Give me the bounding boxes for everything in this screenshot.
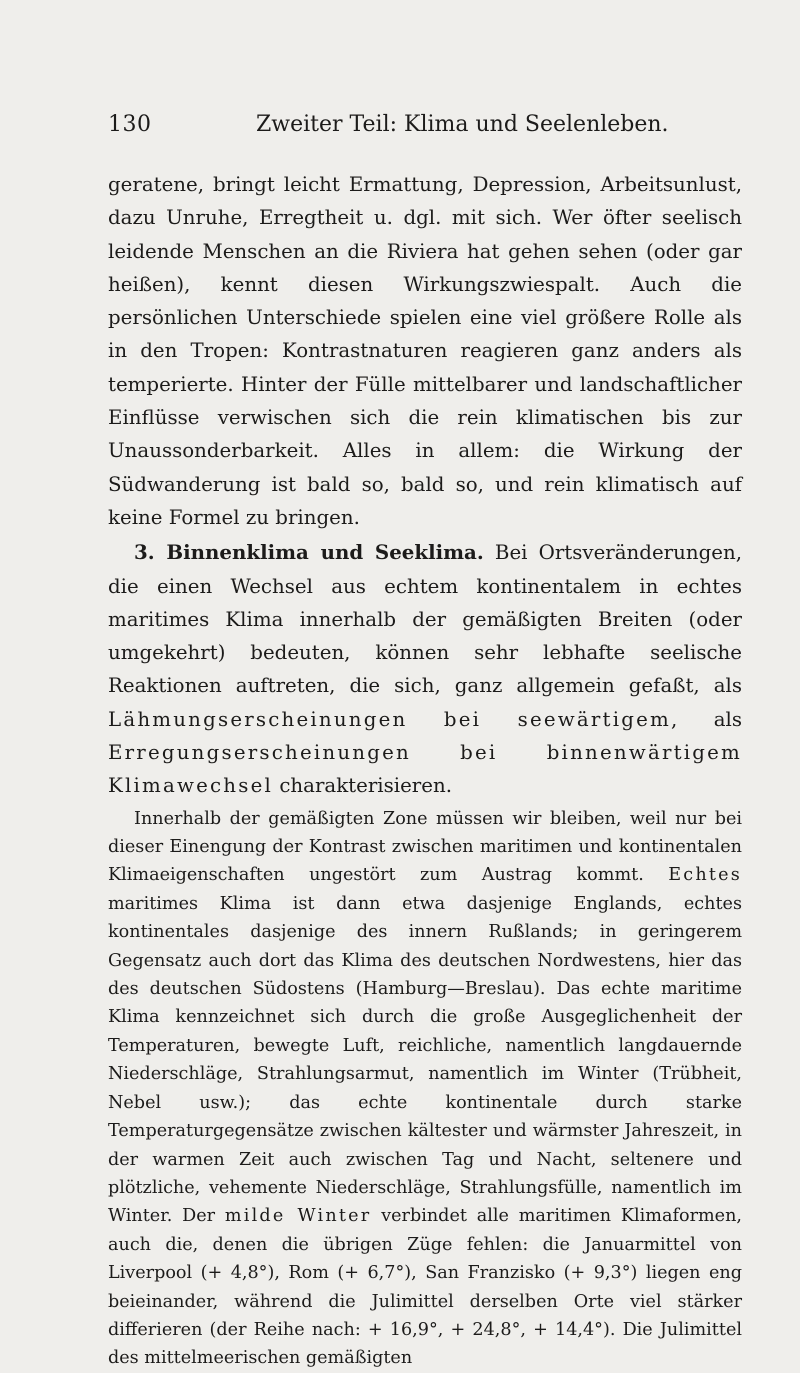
small-text: maritimes Klima ist dann etwa dasjenige Englands, echtes kontinentales dasjenige des innern Rußlands; in geringerem Gegensatz auch dort das Klima des deutschen Nordwestens, hier das des deutschen Südostens (Hamburg—Breslau). Das echte maritime Klima kennzeichnet sich durch die große Ausgeglichenheit der Temperaturen, bewegte Luft, reichliche, namentlich langdauernde Niederschläge, Strahlungsarmut, namentlich im Winter (Trübheit, Nebel usw.); das echte kontinentale durch starke Temperaturgegensätze zwischen kältester und wärmster Jahreszeit, in der warmen Zeit auch zwischen Tag und Nacht, seltenere und plötzliche, vehemente Niederschläge, Strahlungsfülle, namentlich im Winter. Der <box>108 893 742 1227</box>
small-text: Innerhalb der gemäßigten Zone müssen wir bleiben, weil nur bei dieser Einengung der Kontrast zwischen maritimen und kontinentalen Klimaeigenschaften ungestört zum Austrag kommt. <box>108 808 742 886</box>
section-text: Bei Ortsveränderungen, die einen Wechsel aus echtem kontinentalem in echtes maritimes Klima innerhalb der gemäßigten Breiten (oder umgekehrt) bedeuten, können sehr lebhafte seelische Reaktionen auftreten, die sich, ganz allgemein gefaßt, als <box>108 541 742 698</box>
running-title: Zweiter Teil: Klima und Seelenleben. <box>256 112 669 137</box>
section-3-paragraph <box>108 536 742 802</box>
emphasis-spaced: Erregungserscheinungen bei binnenwärtigem Klimawechsel <box>108 741 742 798</box>
paragraph-continuation: geratene, bringt leicht Ermattung, Depression, Arbeitsunlust, dazu Unruhe, Erregtheit u. dgl. mit sich. Wer öfter seelisch leidende Menschen an die Riviera hat gehen sehen (oder gar heißen), kennt diesen Wirkungszwiespalt. Auch die persönlichen Unterschiede spielen eine viel größere Rolle als in den Tropen: Kontrastnaturen reagieren ganz anders als temperierte. Hinter der Fülle mittelbarer und landschaftlicher Einflüsse verwischen sich die rein klimatischen bis zur Unaussonderbarkeit. Alles in allem: die Wirkung der Südwanderung ist bald so, bald so, und rein klimatisch auf keine Formel zu bringen. <box>108 173 742 529</box>
section-text: charakterisieren. <box>279 774 452 798</box>
page-body <box>108 168 742 1373</box>
section-heading: 3. Binnenklima und Seeklima. <box>134 540 484 565</box>
emphasis-spaced: Lähmungserscheinungen bei seewärtigem, <box>108 707 680 731</box>
page-header <box>108 112 740 152</box>
small-print-paragraph <box>108 805 742 1373</box>
emphasis-spaced: Echtes <box>668 865 742 886</box>
small-text: verbindet alle maritimen Klimaformen, auch die, denen die übrigen Züge fehlen: die Januarmittel von Liverpool (+ 4,8°), Rom (+ 6,7°), San Franzisko (+ 9,3°) liegen eng beieinander, während die Julimittel derselben Orte viel stärker differieren (der Reihe nach: + 16,9°, + 24,8°, + 14,4°). Die Julimittel des mittelmeerischen gemäßigten <box>108 1206 743 1369</box>
section-text: als <box>713 707 742 731</box>
emphasis-spaced: milde Winter <box>224 1206 372 1227</box>
page-number: 130 <box>108 112 152 137</box>
